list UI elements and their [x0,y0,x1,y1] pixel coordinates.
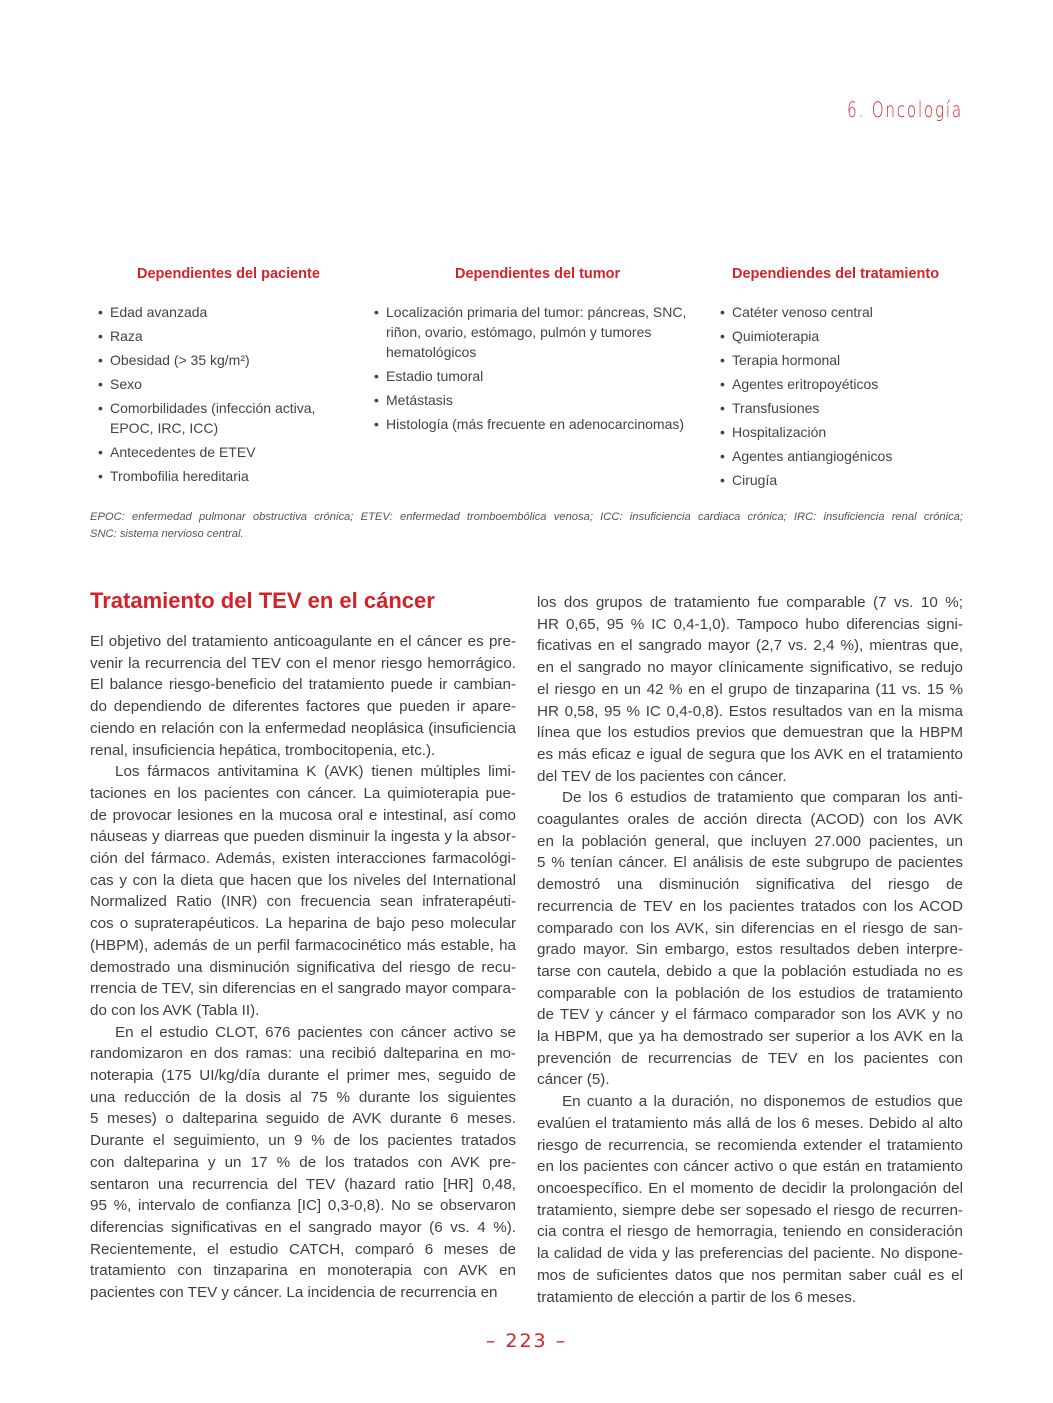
text-line: 5 meses) o dalteparina seguido de AVK durante 6 meses. [90,1110,516,1128]
table-column-treatment [732,266,939,282]
list-item: • Terapia hormonal [720,350,960,370]
list-item: • Raza [98,326,348,346]
list-item: • Antecedentes de ETEV [98,442,348,462]
text-line: riesgo de recurrencia, se recomienda extender el tratamiento [537,1136,963,1154]
text-line: noterapia (175 UI/kg/día durante el primer mes, seguido de [90,1067,516,1085]
text-line: venir la recurrencia del TEV con el menor riesgo hemorrágico. [90,654,516,672]
text-line: del TEV de los pacientes con cáncer. [537,767,787,785]
text-line: en la población general, que incluyen 27.000 pacientes, un [537,832,963,850]
list-item: • Hospitalización [720,422,960,442]
text-line: prevención de recurrencias de TEV en los pacientes con [537,1049,963,1067]
text-line: mos de suficientes datos que nos permitan saber cuál es el [537,1266,963,1284]
footnote-line: EPOC: enfermedad pulmonar obstructiva crónica; ETEV: enfermedad tromboembólica venosa; ICC: insuficiencia cardiaca crónica; IRC: insuficiencia renal crónica; [90,511,963,523]
text-line: cas y con la dieta que hacen que los niveles del International [90,871,516,889]
text-line: la calidad de vida y las preferencias del paciente. No dispone- [537,1245,963,1263]
list-item: • Comorbilidades (infección activa, EPOC, IRC, ICC) [98,398,348,438]
tumor-factors-list [374,302,694,438]
list-item: • Agentes antiangiogénicos [720,446,960,466]
text-line: oncoespecífico. En el momento de decidir la prolongación del [537,1179,963,1197]
text-line: sentaron una recurrencia del TEV (hazard ratio [HR] 0,48, [90,1175,516,1193]
list-item: • Metástasis [374,390,694,410]
text-line: tratamiento con tinzaparina en monoterapia con AVK en [90,1262,516,1280]
text-line: es más eficaz e igual de segura que los AVK en el tratamiento [537,745,963,763]
text-line: ciendo en relación con la enfermedad neoplásica (insuficiencia [90,719,516,737]
text-line: cáncer (5). [537,1071,610,1089]
text-line: do dependiendo de diferentes factores que pueden ir apare- [90,698,516,716]
footnote-line: SNC: sistema nervioso central. [90,528,244,540]
list-item: • Obesidad (> 35 kg/m²) [98,350,348,370]
text-line: una reducción de la dosis al 75 % durante los siguientes [90,1088,516,1106]
text-line: de provocar lesiones en la mucosa oral e intestinal, así como [90,806,516,824]
text-line: cia contra el riesgo de hemorragia, teniendo en consideración [537,1223,963,1241]
text-line: tratamiento de elección a partir de los 6 meses. [537,1288,857,1306]
text-line: en los pacientes con cáncer activo o que están en tratamiento [537,1158,963,1176]
text-line: pacientes con TEV y cáncer. La incidencia de recurrencia en [90,1284,498,1302]
list-item: • Catéter venoso central [720,302,960,322]
text-line: coagulantes orales de acción directa (ACOD) con los AVK [537,811,963,829]
text-line: la HBPM, que ya ha demostrado ser superior a los AVK en la [537,1028,963,1046]
patient-factors-list [98,302,348,490]
text-line: comparado con los AVK, sin diferencias en el riesgo de san- [537,919,963,937]
list-item: • Histología (más frecuente en adenocarcinomas) [374,414,694,434]
text-line: náuseas y diarreas que pueden disminuir la ingesta y la absor- [90,828,516,846]
column-heading: Dependiendes del tratamiento [732,266,940,282]
text-line: en el sangrado no mayor clínicamente significativo, se redujo [537,659,963,677]
list-item: • Edad avanzada [98,302,348,322]
text-line: con dalteparina y un 17 % de los tratados con AVK pre- [90,1153,516,1171]
table-column-tumor [455,266,620,282]
text-line: tarse con cautela, debido a que la población estudiada no es [537,962,963,980]
text-line: En cuanto a la duración, no disponemos de estudios que [562,1093,963,1111]
text-line: línea que los estudios previos que demuestran que la HBPM [537,724,963,742]
text-line: Normalized Ratio (INR) con frecuencia sean infraterapéuti- [90,893,516,911]
text-line: 5 % tenían cáncer. El análisis de este subgrupo de pacientes [537,854,963,872]
text-line: ción del fármaco. Además, existen interacciones farmacológi- [90,850,516,868]
list-item: • Agentes eritropoyéticos [720,374,960,394]
text-line: El balance riesgo-beneficio del tratamiento puede ir cambian- [90,676,516,694]
chapter-header: 6. Oncología [847,98,963,122]
treatment-factors-list [720,302,960,494]
list-item: • Trombofilia hereditaria [98,466,348,486]
text-line: Durante el seguimiento, un 9 % de los pacientes tratados [90,1132,516,1150]
text-line: 95 %, intervalo de confianza [IC] 0,3-0,8). No se observaron [90,1197,516,1215]
text-line: el riesgo en un 42 % en el grupo de tinzaparina (11 vs. 15 % [537,680,963,698]
text-line: Los fármacos antivitamina K (AVK) tienen múltiples limi- [115,763,516,781]
text-line: HR 0,65, 95 % IC 0,4-1,0). Tampoco hubo diferencias signi- [537,615,963,633]
list-item: • Cirugía [720,470,960,490]
list-item: • Quimioterapia [720,326,960,346]
table-footnote [90,509,963,543]
body-column-right [537,592,963,1308]
body-column-left [90,631,516,1304]
list-item: • Estadio tumoral [374,366,694,386]
text-line: tratamiento, siempre debe ser sopesado el riesgo de recurren- [537,1201,963,1219]
text-line: randomizaron en dos ramas: una recibió dalteparina en mo- [90,1045,516,1063]
text-line: comparable con la población de los estudios de tratamiento [537,984,963,1002]
column-heading: Dependientes del tumor [455,266,621,282]
text-line: En el estudio CLOT, 676 pacientes con cáncer activo se [115,1023,516,1041]
list-item: • Transfusiones [720,398,960,418]
text-line: evalúen el tratamiento más allá de los 6 meses. Debido al alto [537,1114,963,1132]
text-line: demostrado una disminución significativa del riesgo de recu- [90,958,516,976]
text-line: De los 6 estudios de tratamiento que comparan los anti- [562,789,963,807]
text-line: de TEV y cáncer y el fármaco comparador son los AVK y no [537,1006,963,1024]
text-line: taciones en los pacientes con cáncer. La quimioterapia pue- [90,784,516,802]
table-column-patient [137,266,320,282]
page-number: – 223 – [485,1330,568,1352]
column-heading: Dependientes del paciente [137,266,320,282]
text-line: diferencias significativas en el sangrado mayor (6 vs. 4 %). [90,1218,516,1236]
text-line: recurrencia de TEV en los pacientes tratados con los ACOD [537,897,963,915]
text-line: ficativas en el sangrado mayor (2,7 vs. 2,4 %), mientras que, [537,637,963,655]
text-line: demostró una disminución significativa del riesgo de [537,876,963,894]
text-line: do con los AVK (Tabla II). [90,1001,260,1019]
text-line: El objetivo del tratamiento anticoagulante en el cáncer es pre- [90,633,516,650]
text-line: Recientemente, el estudio CATCH, comparó 6 meses de [90,1240,516,1258]
text-line: cos o supraterapéuticos. La heparina de bajo peso molecular [90,915,516,933]
list-item: • Localización primaria del tumor: páncreas, SNC, riñon, ovario, estómago, pulmón y tumores hematológicos [374,302,694,362]
text-line: HR 0,58, 95 % IC 0,4-0,8). Estos resultados van en la misma [537,702,963,720]
text-line: los dos grupos de tratamiento fue comparable (7 vs. 10 %; [537,594,963,611]
section-title: Tratamiento del TEV en el cáncer [90,588,435,613]
list-item: • Sexo [98,374,348,394]
text-line: (HBPM), además de un perfil farmacocinético más estable, ha [90,936,516,954]
text-line: renal, insuficiencia hepática, trombocitopenia, etc.). [90,741,436,759]
text-line: grado mayor. Sin embargo, estos resultados deben interpre- [537,941,963,959]
text-line: rrencia de TEV, sin diferencias en el sangrado mayor compara- [90,980,516,998]
